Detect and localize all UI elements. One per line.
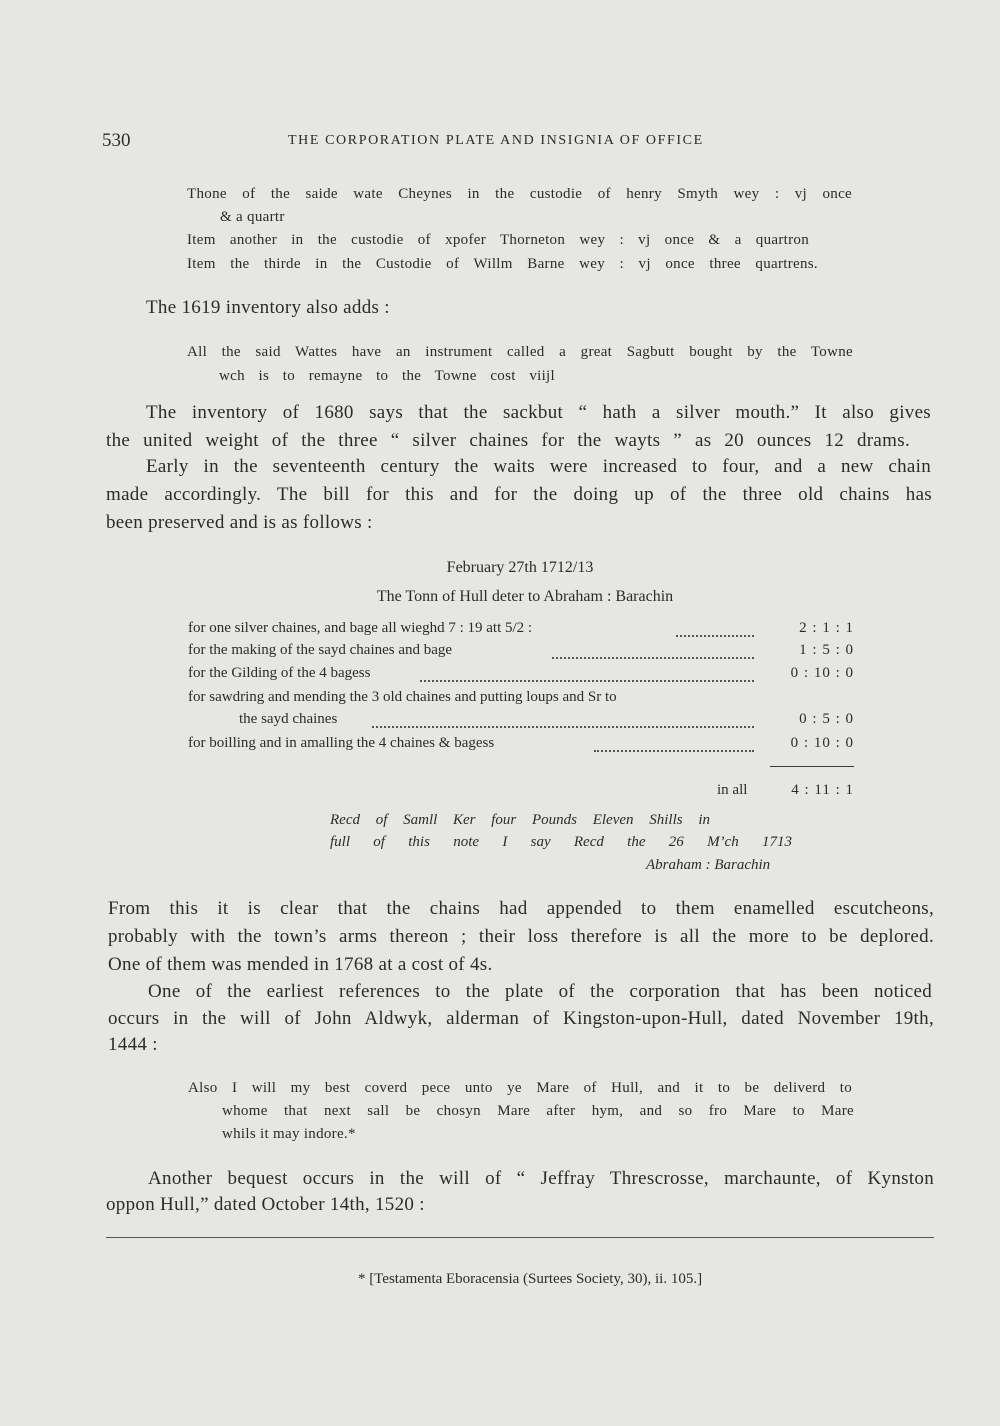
paragraph-line: From this it is clear that the chains had appended to them enamelled escutcheons,	[108, 898, 934, 919]
quote3-line: Also I will my best coverd pece unto ye Mare of Hull, and it to be deliverd to	[188, 1080, 852, 1096]
bill-row-desc: for boilling and in amalling the 4 chaines & bagess	[188, 735, 495, 751]
paragraph-line: One of the earliest references to the plate of the corporation that has been noticed	[148, 981, 932, 1002]
sum-rule	[770, 766, 854, 767]
receipt-line: Recd of Samll Ker four Pounds Eleven Shills in	[330, 812, 710, 828]
total-value: 4 : 11 : 1	[791, 782, 854, 798]
bill-row-value: 1 : 5 : 0	[799, 642, 854, 658]
total-label: in all	[717, 782, 748, 798]
paragraph-line: been preserved and is as follows :	[106, 512, 373, 533]
paragraph-line: 1444 :	[108, 1034, 158, 1055]
paragraph: The 1619 inventory also adds :	[146, 297, 390, 318]
bill-row-desc: for sawdring and mending the 3 old chaines and putting loups and Sr to	[188, 689, 617, 705]
paragraph-line: probably with the town’s arms thereon ; their loss therefore is all the more to be deplored.	[108, 926, 934, 947]
quote2-line: All the said Wattes have an instrument called a great Sagbutt bought by the Towne	[187, 344, 853, 360]
paragraph-line: Another bequest occurs in the will of “ Jeffray Threscrosse, marchaunte, of Kynston	[148, 1168, 934, 1189]
bill-row-value: 0 : 10 : 0	[790, 665, 854, 681]
bill-row-value: 0 : 5 : 0	[799, 711, 854, 727]
leader-dots	[676, 635, 754, 637]
paragraph-line: oppon Hull,” dated October 14th, 1520 :	[106, 1194, 425, 1215]
quote1-line: Thone of the saide wate Cheynes in the custodie of henry Smyth wey : vj once	[187, 186, 852, 202]
footnote: * [Testamenta Eboracensia (Surtees Society, 30), ii. 105.]	[357, 1271, 703, 1287]
bill-date: February 27th 1712/13	[446, 559, 594, 576]
quote3-line: whils it may indore.*	[222, 1126, 356, 1142]
footnote-rule	[106, 1237, 934, 1238]
leader-dots	[552, 657, 754, 659]
bill-row-value: 0 : 10 : 0	[790, 735, 854, 751]
paragraph-line: made accordingly. The bill for this and for the doing up of the three old chains has	[106, 484, 932, 505]
quote1-line: Item another in the custodie of xpofer Thorneton wey : vj once & a quartron	[187, 232, 809, 248]
receipt-line: full of this note I say Recd the 26 M’ch 1713	[330, 834, 792, 850]
quote1-line: & a quartr	[220, 209, 285, 225]
paragraph-line: One of them was mended in 1768 at a cost of 4s.	[108, 954, 493, 975]
paragraph-line: The inventory of 1680 says that the sackbut “ hath a silver mouth.” It also gives	[146, 402, 931, 423]
page-number: 530	[102, 130, 131, 151]
quote3-line: whome that next sall be chosyn Mare after hym, and so fro Mare to Mare	[222, 1103, 854, 1119]
bill-row-desc: for one silver chaines, and bage all wieghd 7 : 19 att 5/2 :	[188, 620, 533, 636]
bill-row-value: 2 : 1 : 1	[799, 620, 854, 636]
bill-row-desc: for the Gilding of the 4 bagess	[188, 665, 371, 681]
quote1-line: Item the thirde in the Custodie of Willm Barne wey : vj once three quartrens.	[187, 256, 818, 272]
leader-dots	[372, 726, 754, 728]
paragraph-line: the united weight of the three “ silver chaines for the wayts ” as 20 ounces 12 drams.	[106, 430, 910, 451]
leader-dots	[420, 680, 754, 682]
paragraph-line: occurs in the will of John Aldwyk, alderman of Kingston-upon-Hull, dated November 19th,	[108, 1008, 934, 1029]
bill-row-desc: the sayd chaines	[239, 711, 338, 727]
bill-heading: The Tonn of Hull deter to Abraham : Barachin	[376, 588, 674, 605]
paragraph-line: Early in the seventeenth century the waits were increased to four, and a new chain	[146, 456, 931, 477]
running-title: THE CORPORATION PLATE AND INSIGNIA OF OFFICE	[288, 133, 704, 148]
signature: Abraham : Barachin	[646, 857, 771, 873]
bill-row-desc: for the making of the sayd chaines and bage	[188, 642, 453, 658]
quote2-line: wch is to remayne to the Towne cost viijl	[219, 368, 555, 384]
leader-dots	[594, 750, 754, 752]
